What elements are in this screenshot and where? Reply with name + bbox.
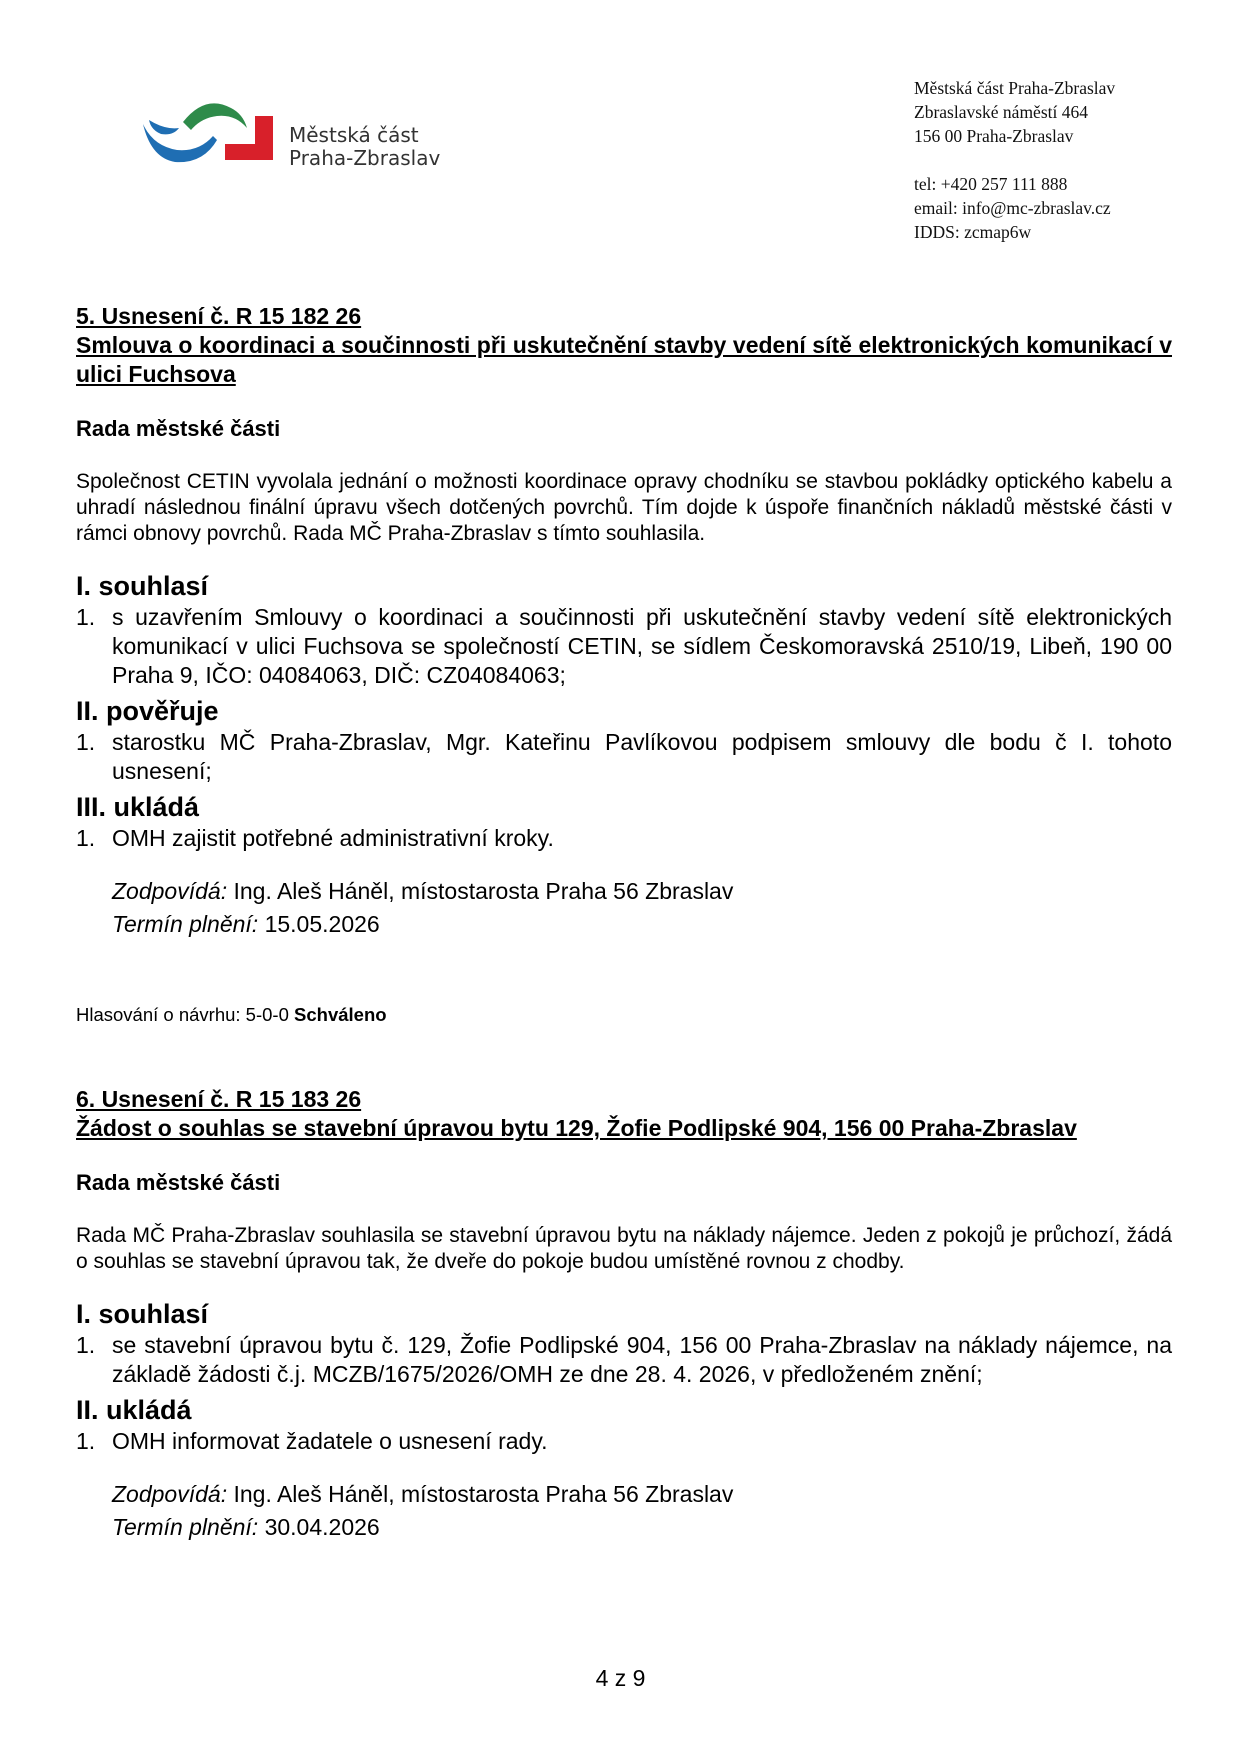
address-idds: IDDS: zcmap6w [914, 222, 1032, 242]
page-number: 4 z 9 [595, 1665, 646, 1691]
responsible-line [112, 1478, 1172, 1511]
item-number: 1. [76, 1428, 96, 1454]
item-number: 1. [76, 825, 96, 851]
resolution-title: Smlouva o koordinaci a součinnosti při uskutečnění stavby vedení sítě elektronických komunikací v ulici Fuchsova [76, 332, 1172, 387]
clause-heading: III. ukládá [76, 792, 200, 822]
resolution-title: Žádost o souhlas se stavební úpravou bytu 129, Žofie Podlipské 904, 156 00 Praha-Zbraslav [76, 1115, 1077, 1141]
responsible-value: Ing. Aleš Háněl, místostarosta Praha 56 Zbraslav [227, 1481, 734, 1507]
resolution-section [76, 1085, 1172, 1544]
address-line1: Městská část Praha-Zbraslav [914, 78, 1116, 98]
item-text: starostku MČ Praha-Zbraslav, Mgr. Kateřinu Pavlíkovou podpisem smlouvy dle bodu č I. tohoto usnesení; [112, 729, 1172, 784]
municipality-logo [143, 98, 443, 172]
address-email: email: info@mc-zbraslav.cz [914, 198, 1111, 218]
address-line2: Zbraslavské náměstí 464 [914, 102, 1088, 122]
responsible-label: Zodpovídá: [112, 1481, 228, 1507]
vote-label: Hlasování o návrhu: 5-0-0 [76, 1004, 295, 1025]
vote-result: Schváleno [294, 1004, 387, 1025]
clause-heading: I. souhlasí [76, 1299, 209, 1329]
deadline-value: 15.05.2026 [258, 911, 380, 937]
clause-item [76, 728, 1172, 786]
address-line3: 156 00 Praha-Zbraslav [914, 126, 1074, 146]
resolution-paragraph: Rada MČ Praha-Zbraslav souhlasila se stavební úpravou bytu na náklady nájemce. Jeden z pokojů je průchozí, žádá o souhlas se stavební úpravou tak, že dveře do pokoje budou umístěné rovnou z chodby. [76, 1224, 1172, 1273]
item-text: OMH zajistit potřebné administrativní kroky. [112, 825, 554, 851]
logo-text [289, 124, 440, 170]
responsible-line [112, 875, 1172, 908]
clause-item [76, 1331, 1172, 1389]
vote-line [76, 1003, 1172, 1027]
document-body [76, 302, 1172, 1544]
clause-item [76, 1427, 1172, 1456]
deadline-label: Termín plnění: [112, 1514, 259, 1540]
clause-heading: II. pověřuje [76, 696, 219, 726]
deadline-line [112, 1511, 1172, 1544]
resolution-paragraph: Společnost CETIN vyvolala jednání o možnosti koordinace opravy chodníku se stavbou pokládky optického kabelu a uhradí následnou finální úpravu všech dotčených povrchů. Tím dojde k úspoře finančních nákladů městské části v rámci obnovy povrchů. Rada MČ Praha-Zbraslav s tímto souhlasila. [76, 470, 1172, 545]
address-block [914, 76, 1115, 244]
responsibility-block [112, 1478, 1172, 1544]
clause-item [76, 824, 1172, 853]
council-heading: Rada městské části [76, 1170, 281, 1195]
logo-text-line2: Praha-Zbraslav [289, 146, 441, 170]
item-number: 1. [76, 604, 96, 630]
clause-item [76, 603, 1172, 690]
resolution-section [76, 302, 1172, 1027]
resolution-number: 5. Usnesení č. R 15 182 26 [76, 303, 362, 329]
address-tel: tel: +420 257 111 888 [914, 174, 1068, 194]
responsibility-block [112, 875, 1172, 941]
deadline-value: 30.04.2026 [258, 1514, 380, 1540]
responsible-label: Zodpovídá: [112, 878, 228, 904]
item-text: s uzavřením Smlouvy o koordinaci a součinnosti při uskutečnění stavby vedení sítě elektronických komunikací v ulici Fuchsova se společností CETIN, se sídlem Českomoravská 2510/19, Libeň, 190 00 Praha 9, IČO: 04084063, DIČ: CZ04084063; [112, 604, 1172, 688]
item-number: 1. [76, 1332, 96, 1358]
deadline-line [112, 908, 1172, 941]
deadline-label: Termín plnění: [112, 911, 259, 937]
council-heading: Rada městské části [76, 416, 281, 441]
item-text: se stavební úpravou bytu č. 129, Žofie Podlipské 904, 156 00 Praha-Zbraslav na náklady nájemce, na základě žádosti č.j. MCZB/1675/2026/OMH ze dne 28. 4. 2026, v předloženém znění; [112, 1332, 1172, 1387]
responsible-value: Ing. Aleš Háněl, místostarosta Praha 56 Zbraslav [227, 878, 734, 904]
clause-heading: II. ukládá [76, 1395, 192, 1425]
resolution-number: 6. Usnesení č. R 15 183 26 [76, 1086, 362, 1112]
item-text: OMH informovat žadatele o usnesení rady. [112, 1428, 548, 1454]
logo-text-line1: Městská část [289, 123, 419, 147]
clause-heading: I. souhlasí [76, 571, 209, 601]
logo-emblem-icon [143, 98, 283, 168]
item-number: 1. [76, 729, 96, 755]
